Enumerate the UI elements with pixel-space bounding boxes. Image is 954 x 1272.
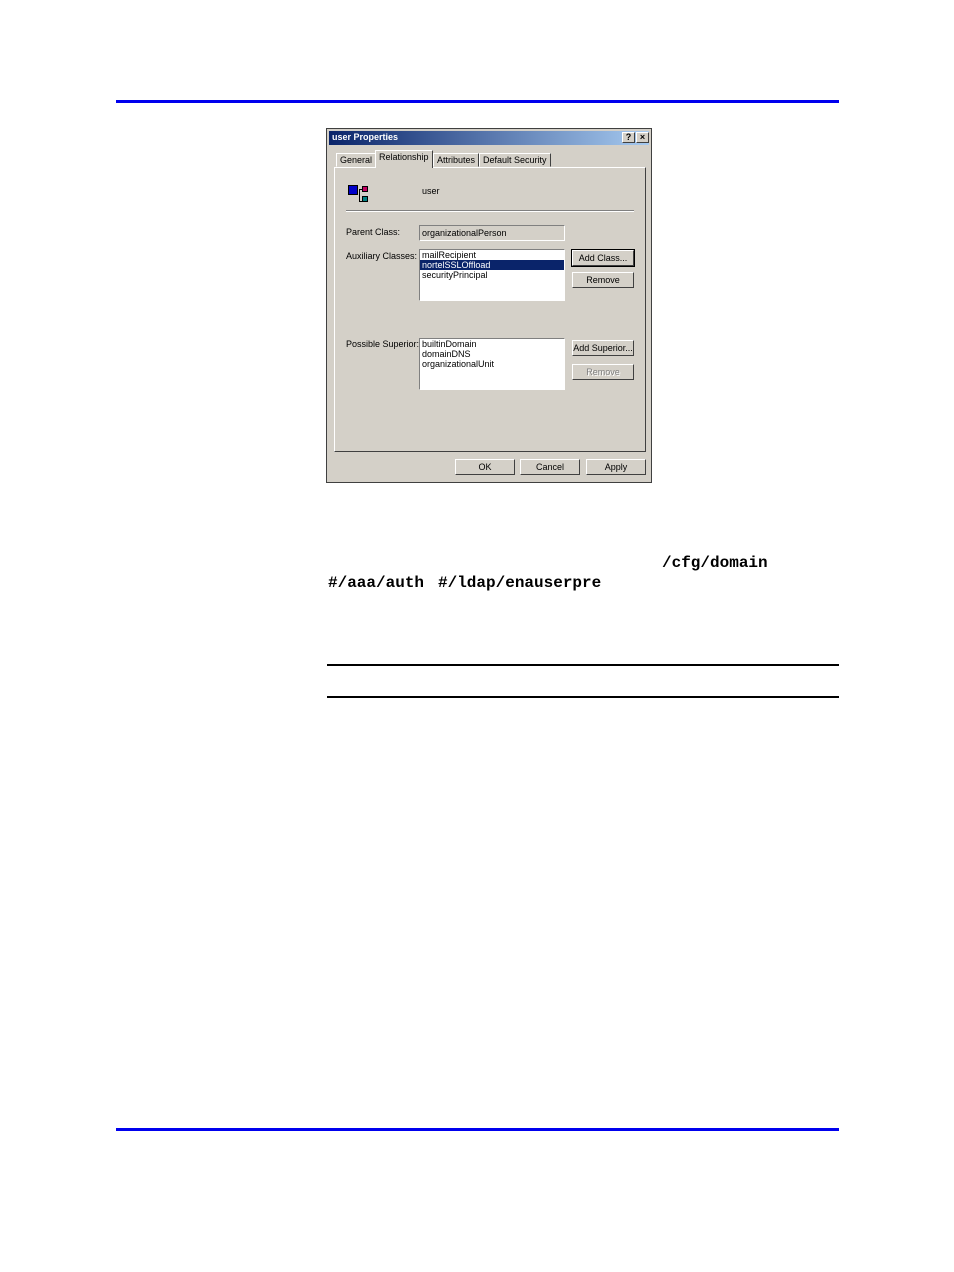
command-ldap-enauserpre: #/ldap/enauserpre [438,574,602,592]
add-class-button[interactable]: Add Class... [572,250,634,266]
parent-class-label: Parent Class: [346,227,401,237]
command-aaa-auth: #/aaa/auth [328,574,425,592]
tab-attributes[interactable]: Attributes [433,153,479,167]
apply-button[interactable]: Apply [586,459,646,475]
list-item[interactable]: builtinDomain [422,339,477,349]
help-button[interactable]: ? [622,132,635,143]
close-button[interactable]: × [636,132,649,143]
cancel-button[interactable]: Cancel [520,459,580,475]
dialog-title: user Properties [332,132,399,142]
list-item[interactable]: mailRecipient [422,250,477,260]
auxiliary-classes-label: Auxiliary Classes: [346,251,418,261]
class-name: user [422,186,440,196]
remove-superior-button[interactable]: Remove [572,364,634,380]
command-cfg-domain: /cfg/domain [662,554,768,572]
tab-default-security[interactable]: Default Security [479,153,551,167]
list-item-selected[interactable]: nortelSSLOffload [420,260,564,270]
dialog-titlebar [329,131,649,145]
list-item[interactable]: securityPrincipal [422,270,488,280]
possible-superior-label: Possible Superior: [346,339,420,349]
add-superior-button[interactable]: Add Superior... [572,340,634,356]
table-top-rule [327,664,839,666]
table-bottom-rule [327,696,839,698]
ok-button[interactable]: OK [455,459,515,475]
user-properties-dialog [326,128,652,483]
tab-general[interactable]: General [336,153,376,167]
header-rule [116,100,839,103]
list-item[interactable]: organizationalUnit [422,359,495,369]
list-item[interactable]: domainDNS [422,349,471,359]
tab-panel [334,167,646,452]
parent-class-field: organizationalPerson [419,225,565,241]
footer-rule [116,1128,839,1131]
remove-class-button[interactable]: Remove [572,272,634,288]
tab-relationship[interactable]: Relationship [375,150,433,168]
